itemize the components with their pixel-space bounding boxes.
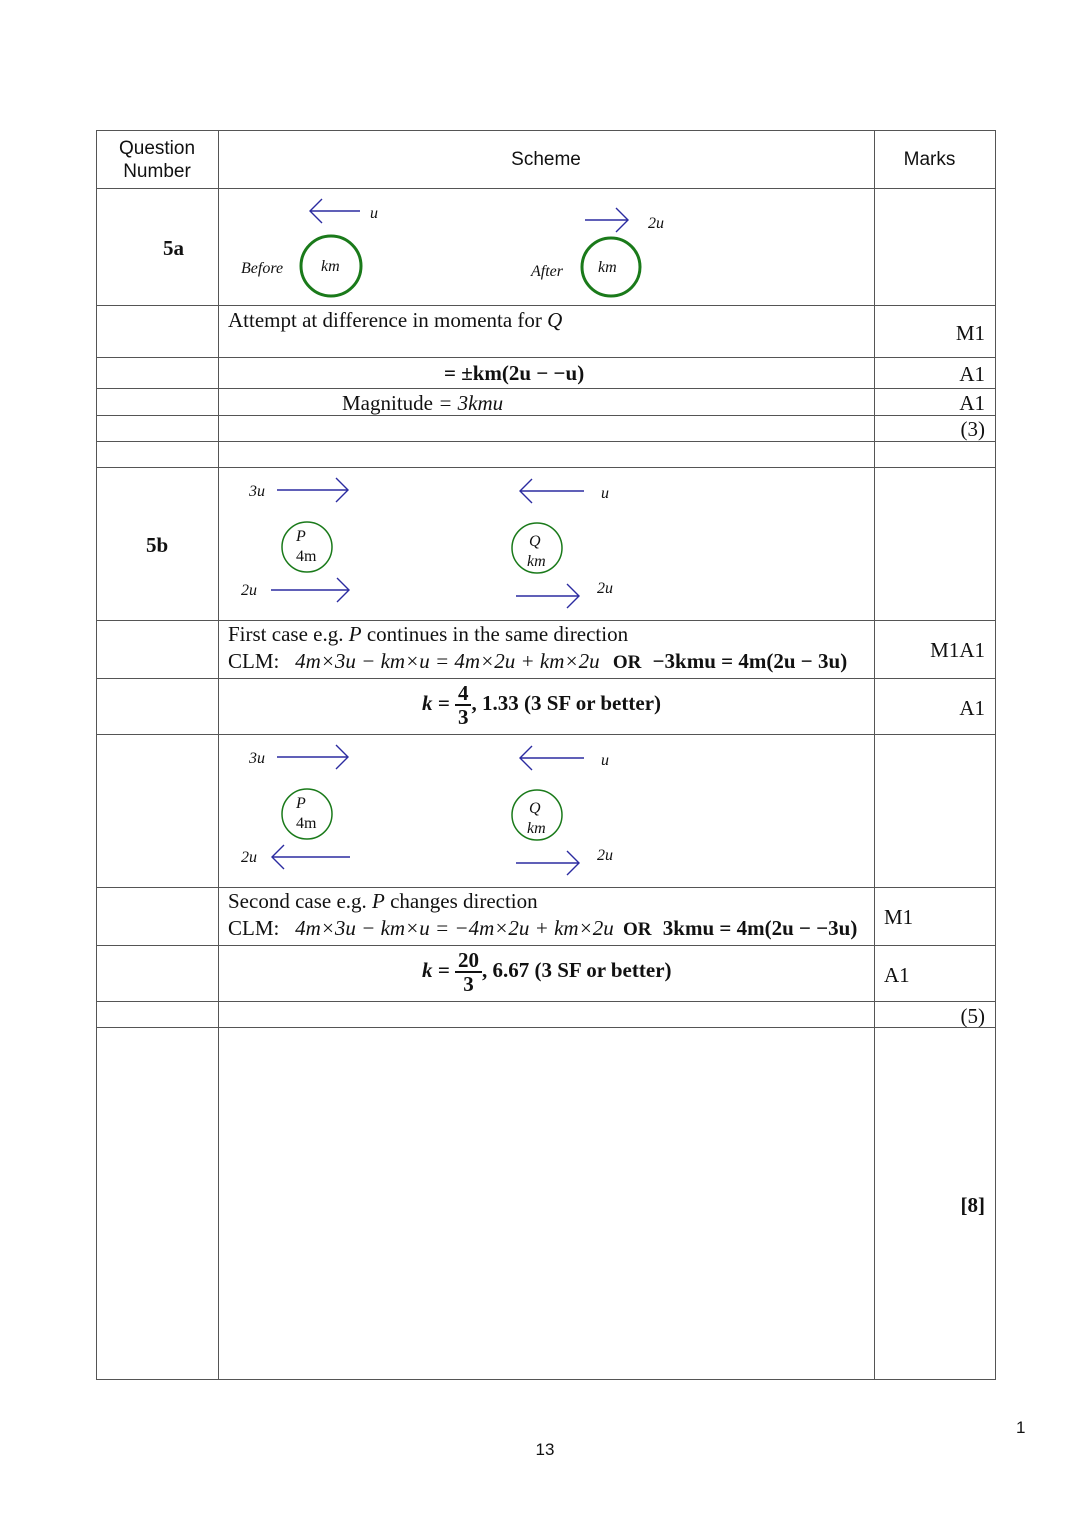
p-label: P [296, 795, 306, 812]
after-label: After [531, 263, 563, 280]
q-after-velocity: 2u [597, 580, 613, 597]
k-fraction [455, 682, 472, 728]
row-rule [96, 415, 996, 416]
arrow-right-icon [277, 745, 348, 769]
scheme-text: continues in the same direction [361, 622, 629, 646]
q-label: Q [529, 533, 541, 550]
header-question-number [96, 137, 218, 183]
scheme-text: Second case e.g. [228, 889, 373, 913]
mass-after-label: km [598, 259, 617, 276]
k-fraction [455, 949, 482, 995]
case2-heading [228, 889, 538, 914]
mark-m1: M1 [955, 321, 985, 345]
k-rest: , 6.67 (3 SF or better) [481, 957, 672, 982]
case1-heading [228, 622, 628, 647]
or-label: OR [612, 652, 642, 673]
p-mass: 4m [296, 548, 317, 565]
q-mass: km [527, 553, 546, 570]
k-prefix: k = [422, 690, 450, 715]
arrow-right-icon [271, 578, 349, 602]
alt-equation: 3kmu = 4m(2u − −3u) [662, 916, 858, 940]
p-before-velocity: 3u [249, 483, 265, 500]
row-rule [96, 188, 996, 189]
scheme-equation: = ±km(2u − −u) [444, 361, 585, 385]
header-question-line2: Number [123, 161, 191, 182]
scheme-var: Q [547, 308, 563, 332]
subtotal-5b: (5) [960, 1004, 985, 1028]
q-before-velocity: u [601, 485, 609, 502]
scheme-var: P [372, 889, 385, 913]
clm-equation: 4m×3u − km×u = 4m×2u + km×2u [295, 649, 600, 673]
clm-label: CLM: [228, 916, 280, 940]
q-after-velocity: 2u [597, 847, 613, 864]
corner-number: 1 [1016, 1418, 1026, 1437]
k-denominator: 3 [463, 972, 474, 996]
mark-m1a1: M1A1 [930, 638, 985, 662]
k-denominator: 3 [457, 705, 469, 729]
arrow-left-icon [310, 199, 360, 223]
row-rule [96, 945, 996, 946]
clm-equation: 4m×3u − km×u = −4m×2u + km×2u [295, 916, 614, 940]
column-rule [995, 130, 996, 1380]
arrow-left-icon [520, 479, 584, 503]
scheme-equation: = 3kmu [438, 391, 504, 415]
p-after-velocity: 2u [241, 849, 257, 866]
row-rule [96, 620, 996, 621]
row-rule [96, 1027, 996, 1028]
header-marks: Marks [903, 149, 956, 170]
mass-before-label: km [321, 258, 340, 275]
row-rule [96, 1379, 996, 1380]
clm-label: CLM: [228, 649, 280, 673]
scheme-text: Attempt at difference in momenta for [228, 308, 548, 332]
column-rule [218, 130, 219, 1380]
velocity-after-label: 2u [648, 215, 664, 232]
arrow-right-icon [516, 851, 579, 875]
k-numerator: 20 [455, 949, 482, 973]
row-rule [96, 305, 996, 306]
question-label-5a: 5a [163, 236, 184, 260]
scheme-line-magnitude [342, 391, 503, 416]
scheme-text: changes direction [384, 889, 538, 913]
row-rule [96, 467, 996, 468]
row-rule [96, 130, 996, 131]
p-label: P [296, 528, 306, 545]
row-rule [96, 734, 996, 735]
arrow-right-icon [585, 208, 628, 232]
scheme-line-attempt [228, 308, 562, 333]
page-number: 13 [535, 1440, 555, 1459]
case2-clm [228, 916, 857, 941]
row-rule [96, 1001, 996, 1002]
arrow-left-icon [272, 845, 350, 869]
scheme-line-momentum [444, 361, 584, 386]
header-scheme: Scheme [511, 149, 581, 170]
row-rule [96, 678, 996, 679]
p-mass: 4m [296, 815, 317, 832]
arrow-left-icon [520, 746, 584, 770]
p-after-velocity: 2u [241, 582, 257, 599]
row-rule [96, 388, 996, 389]
subtotal-5a: (3) [960, 417, 985, 441]
p-before-velocity: 3u [249, 750, 265, 767]
scheme-var: P [348, 622, 362, 646]
mark-m1: M1 [884, 905, 914, 929]
arrow-right-icon [516, 584, 579, 608]
mark-a1: A1 [959, 391, 985, 415]
column-rule [96, 130, 97, 1380]
scheme-text: First case e.g. [228, 622, 349, 646]
case1-k-result [422, 682, 661, 728]
k-prefix: k = [422, 957, 450, 982]
velocity-before-label: u [370, 205, 378, 222]
mark-a1: A1 [959, 696, 985, 720]
row-rule [96, 887, 996, 888]
q-before-velocity: u [601, 752, 609, 769]
case2-k-result [422, 949, 672, 995]
row-rule [96, 441, 996, 442]
arrow-right-icon [277, 478, 348, 502]
before-label: Before [241, 260, 284, 277]
alt-equation: −3kmu = 4m(2u − 3u) [652, 649, 848, 673]
question-label-5b: 5b [146, 533, 169, 557]
header-question-line1: Question [118, 138, 196, 159]
mark-a1: A1 [884, 963, 910, 987]
scheme-text: Magnitude [342, 391, 439, 415]
or-label: OR [623, 919, 652, 940]
q-label: Q [529, 800, 541, 817]
k-rest: , 1.33 (3 SF or better) [471, 690, 662, 715]
q-mass: km [527, 820, 546, 837]
k-numerator: 4 [455, 682, 472, 706]
grand-total: [8] [960, 1193, 985, 1217]
mark-a1: A1 [959, 362, 985, 386]
row-rule [96, 357, 996, 358]
case1-clm [228, 649, 847, 674]
